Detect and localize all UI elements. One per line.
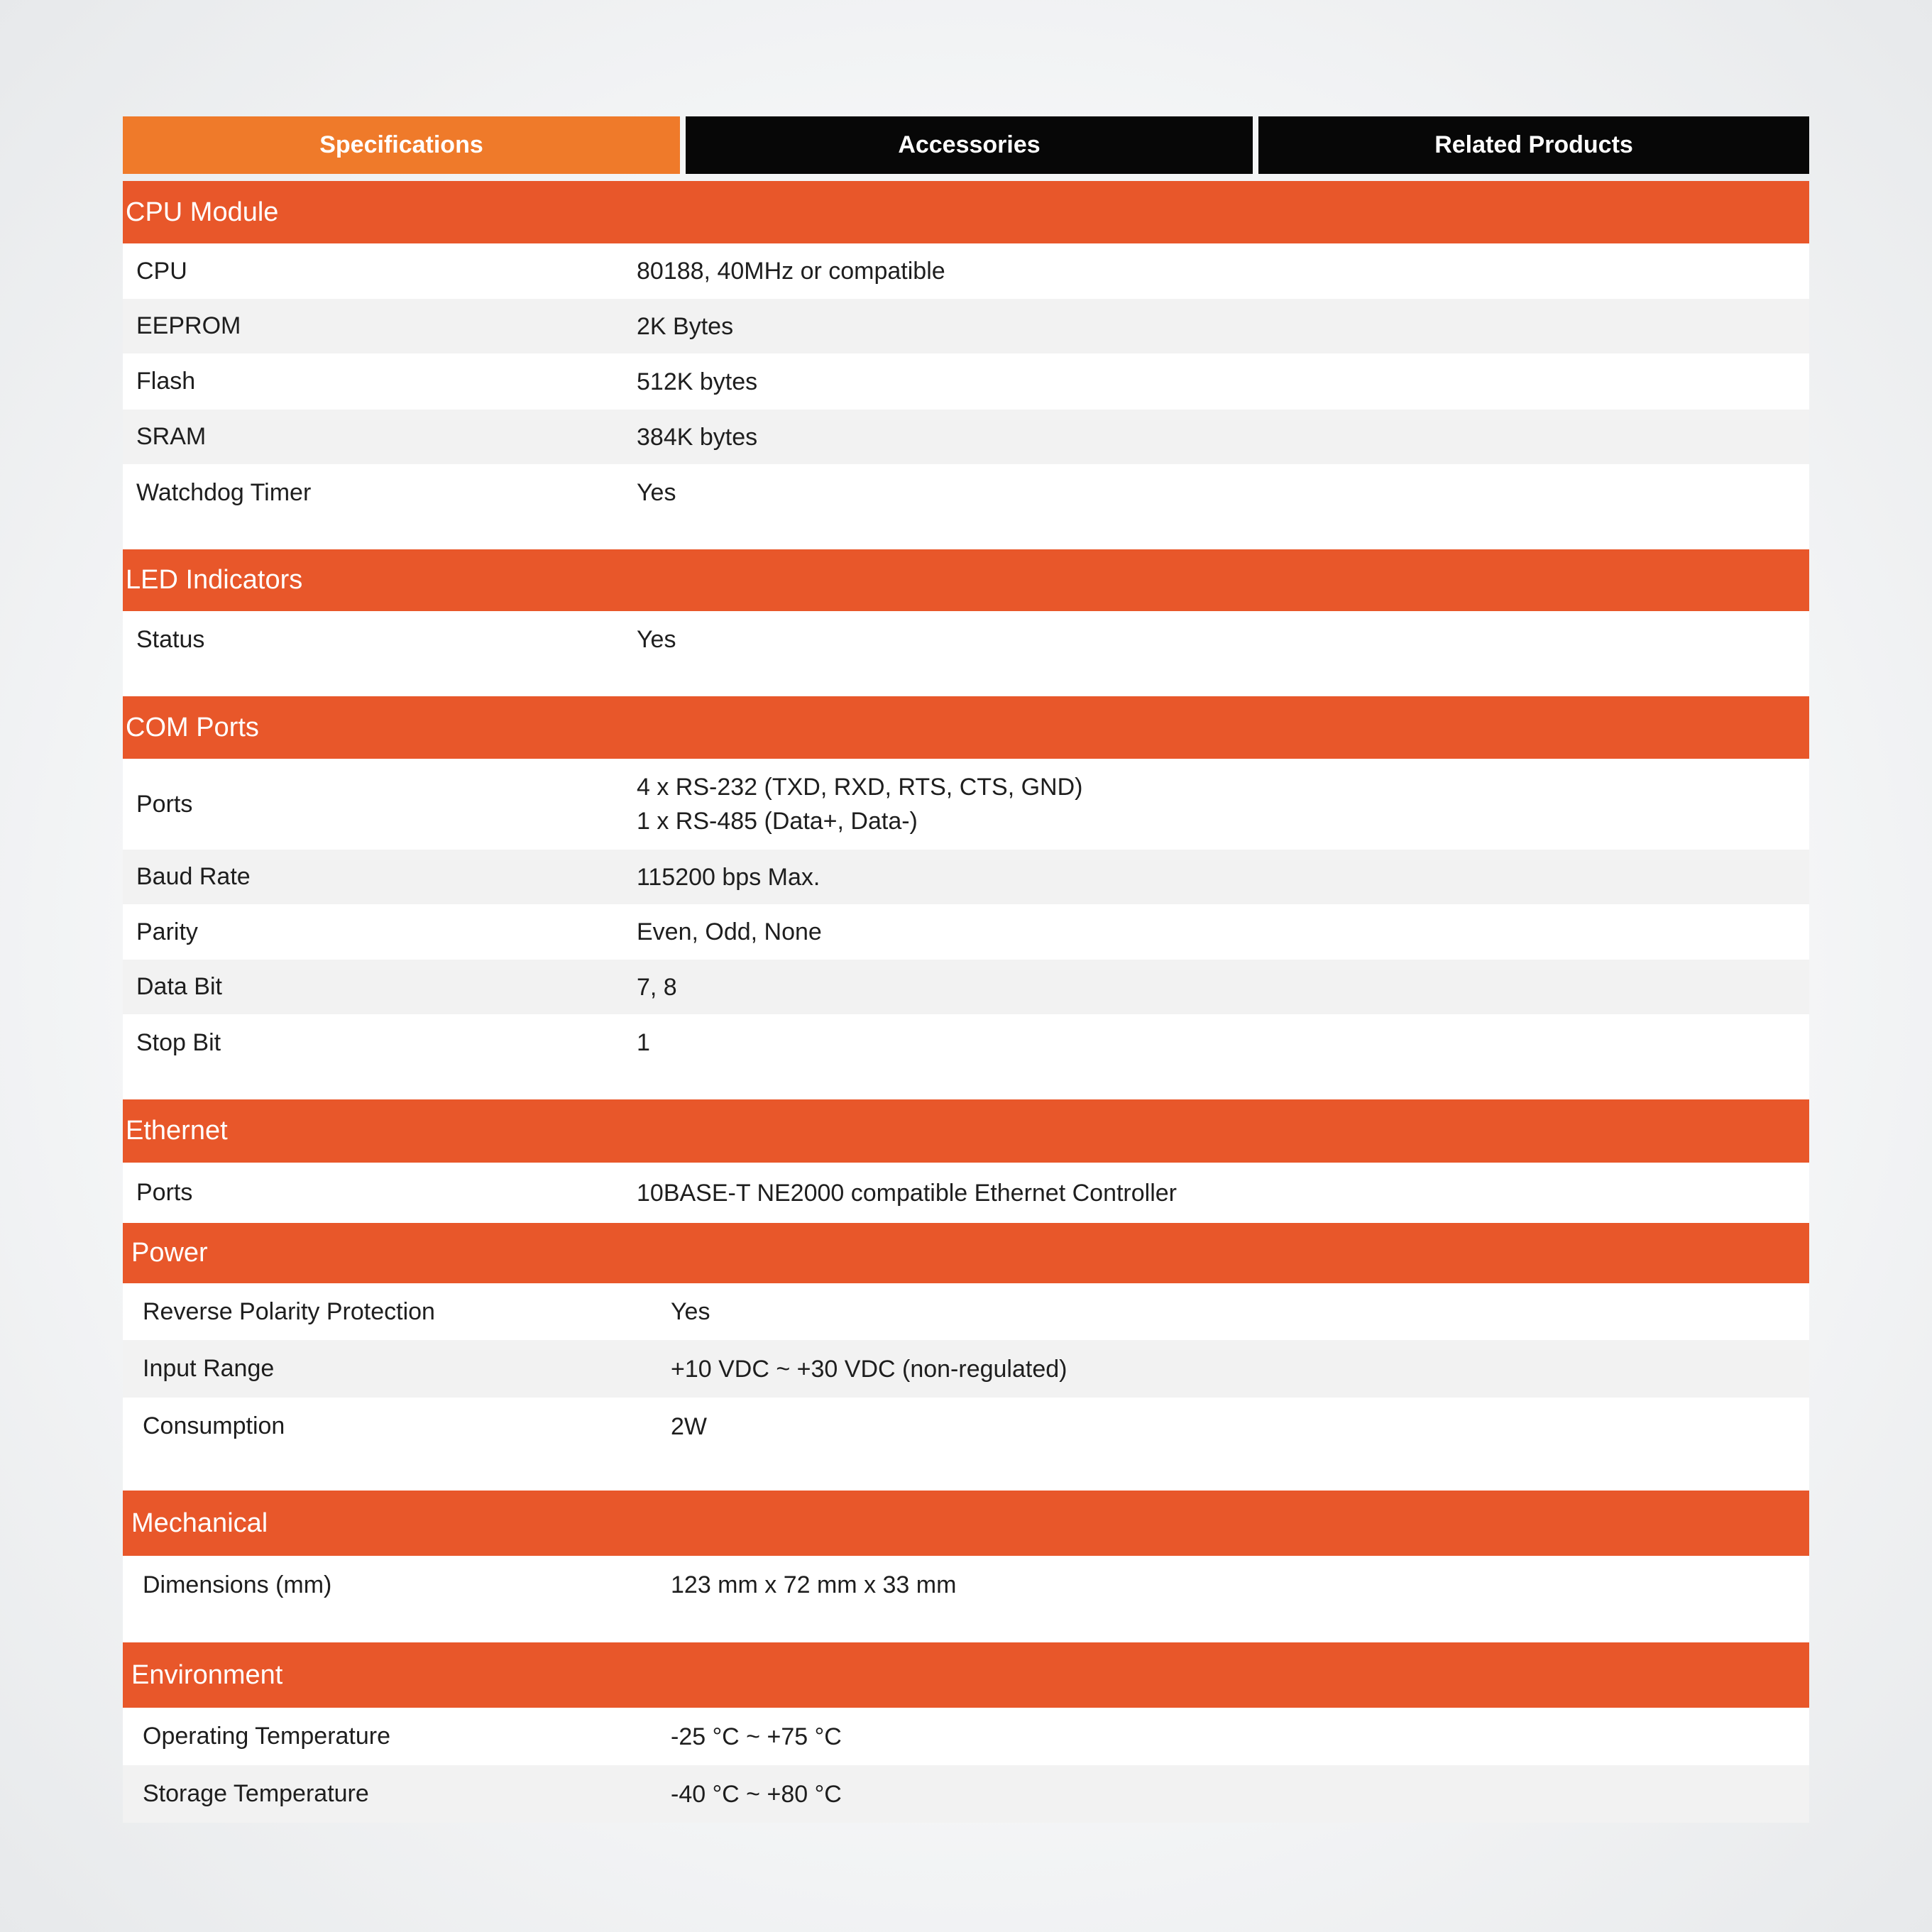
tab-bar xyxy=(123,116,1809,174)
spec-value: 123 mm x 72 mm x 33 mm xyxy=(671,1571,957,1598)
spec-label: Status xyxy=(136,625,205,653)
spec-value: 1 xyxy=(637,1029,650,1056)
section-environment xyxy=(123,1642,1809,1823)
section-led-indicators xyxy=(123,549,1809,696)
spec-row xyxy=(123,1283,1809,1340)
section-title: Environment xyxy=(123,1642,1809,1708)
spec-row xyxy=(123,759,1809,850)
spec-value: Yes xyxy=(637,479,676,506)
spec-value: -25 °C ~ +75 °C xyxy=(671,1723,842,1750)
spec-value: Even, Odd, None xyxy=(637,918,822,945)
spec-row xyxy=(123,1340,1809,1398)
section-title: CPU Module xyxy=(123,181,1809,243)
section-cpu-module xyxy=(123,181,1809,549)
spec-label: CPU xyxy=(136,257,187,285)
spec-value: 384K bytes xyxy=(637,423,758,451)
spec-row xyxy=(123,904,1809,960)
spec-label: Consumption xyxy=(143,1412,285,1439)
spec-label: Reverse Polarity Protection xyxy=(143,1297,435,1325)
spec-label: Flash xyxy=(136,368,196,395)
spec-value: 2K Bytes xyxy=(637,312,734,340)
spec-row xyxy=(123,1708,1809,1765)
tab-accessories[interactable]: Accessories xyxy=(686,116,1253,174)
section-title: COM Ports xyxy=(123,696,1809,759)
section-title: LED Indicators xyxy=(123,549,1809,611)
spec-value: 115200 bps Max. xyxy=(637,863,820,891)
spec-label: SRAM xyxy=(136,423,207,450)
spec-row xyxy=(123,299,1809,353)
spec-row xyxy=(123,1765,1809,1823)
spec-label: Baud Rate xyxy=(136,863,251,890)
section-spacer xyxy=(123,1614,1809,1642)
spec-value: 80188, 40MHz or compatible xyxy=(637,258,945,285)
spec-value: +10 VDC ~ +30 VDC (non-regulated) xyxy=(671,1355,1067,1383)
section-ethernet xyxy=(123,1099,1809,1223)
spec-row xyxy=(123,1398,1809,1455)
spec-label: Input Range xyxy=(143,1355,275,1382)
spec-row xyxy=(123,611,1809,668)
spec-value: Yes xyxy=(671,1298,710,1325)
spec-label: EEPROM xyxy=(136,312,241,339)
spec-value xyxy=(637,770,1809,838)
section-title: Ethernet xyxy=(123,1099,1809,1163)
section-com-ports xyxy=(123,696,1809,1099)
spec-value-line: 1 x RS-485 (Data+, Data-) xyxy=(637,808,918,835)
spec-label: Watchdog Timer xyxy=(136,478,312,506)
tab-related-products[interactable]: Related Products xyxy=(1258,116,1809,174)
section-spacer xyxy=(123,1455,1809,1491)
spec-row xyxy=(123,353,1809,410)
tab-specifications[interactable]: Specifications xyxy=(123,116,680,174)
spec-label: Storage Temperature xyxy=(143,1780,369,1807)
section-title: Mechanical xyxy=(123,1491,1809,1556)
spec-label: Operating Temperature xyxy=(143,1723,391,1750)
spec-label: Dimensions (mm) xyxy=(143,1571,332,1598)
spec-label: Ports xyxy=(136,790,193,818)
section-spacer xyxy=(123,1071,1809,1099)
section-spacer xyxy=(123,668,1809,696)
spec-value: Yes xyxy=(637,626,676,653)
spec-value: 10BASE-T NE2000 compatible Ethernet Controller xyxy=(637,1179,1177,1207)
spec-row xyxy=(123,1163,1809,1223)
spec-table xyxy=(123,181,1809,1823)
spec-value: 512K bytes xyxy=(637,368,758,395)
section-title: Power xyxy=(123,1223,1809,1283)
spec-label: Ports xyxy=(136,1179,193,1206)
spec-row xyxy=(123,960,1809,1014)
section-power xyxy=(123,1223,1809,1491)
spec-row xyxy=(123,1014,1809,1071)
spec-row xyxy=(123,850,1809,904)
spec-row xyxy=(123,243,1809,299)
spec-row xyxy=(123,464,1809,521)
section-mechanical xyxy=(123,1491,1809,1642)
spec-label: Stop Bit xyxy=(136,1028,221,1056)
spec-value: -40 °C ~ +80 °C xyxy=(671,1780,842,1808)
spec-row xyxy=(123,1556,1809,1614)
spec-label: Parity xyxy=(136,918,198,945)
section-spacer xyxy=(123,521,1809,549)
spec-value-line: 4 x RS-232 (TXD, RXD, RTS, CTS, GND) xyxy=(637,774,1083,801)
spec-panel xyxy=(123,116,1809,1823)
spec-value: 7, 8 xyxy=(637,973,677,1001)
spec-row xyxy=(123,410,1809,464)
spec-label: Data Bit xyxy=(136,973,222,1000)
spec-value: 2W xyxy=(671,1412,707,1440)
